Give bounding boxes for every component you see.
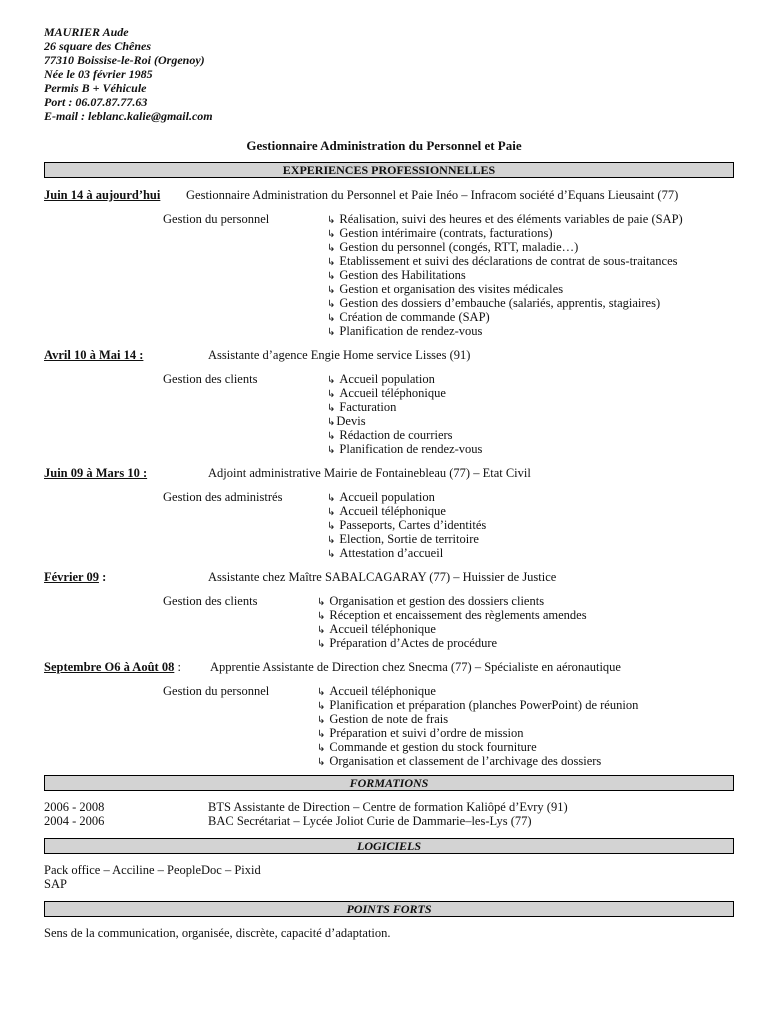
experience-2-category: Gestion des clients — [163, 372, 258, 386]
contact-license: Permis B + Véhicule — [44, 81, 147, 95]
list-item: ↳ Organisation et gestion des dossiers clients — [317, 594, 545, 608]
logiciels-line-2: SAP — [44, 877, 67, 891]
list-item: ↳ Réalisation, suivi des heures et des éléments variables de paie (SAP) — [327, 212, 683, 226]
page-title: Gestionnaire Administration du Personnel et Paie — [246, 138, 522, 153]
hooked-arrow-icon: ↳ — [327, 403, 336, 414]
hooked-arrow-icon: ↳ — [327, 493, 336, 504]
section-header-logiciels: LOGICIELS — [44, 838, 734, 854]
list-item: ↳ Passeports, Cartes d’identités — [327, 518, 487, 532]
hooked-arrow-icon: ↳ — [327, 271, 336, 282]
list-item: ↳ Rédaction de courriers — [327, 428, 453, 442]
hooked-arrow-icon: ↳ — [317, 701, 326, 712]
hooked-arrow-icon: ↳ — [327, 417, 336, 428]
hooked-arrow-icon: ↳ — [327, 257, 336, 268]
section-header-experiences: EXPERIENCES PROFESSIONNELLES — [44, 162, 734, 178]
hooked-arrow-icon: ↳ — [317, 687, 326, 698]
formation-2-years: 2004 - 2006 — [44, 814, 105, 828]
list-item: ↳ Gestion des Habilitations — [327, 268, 466, 282]
list-item: ↳ Planification de rendez-vous — [327, 442, 483, 456]
hooked-arrow-icon: ↳ — [327, 549, 336, 560]
hooked-arrow-icon: ↳ — [327, 243, 336, 254]
hooked-arrow-icon: ↳ — [327, 431, 336, 442]
hooked-arrow-icon: ↳ — [317, 757, 326, 768]
contact-name: MAURIER Aude — [44, 25, 129, 39]
contact-phone: Port : 06.07.87.77.63 — [44, 95, 148, 109]
list-item: ↳ Etablissement et suivi des déclarations de contrat de sous-traitances — [327, 254, 678, 268]
hooked-arrow-icon: ↳ — [327, 507, 336, 518]
list-item: ↳ Accueil téléphonique — [327, 504, 446, 518]
experience-4-date: Février 09 : — [44, 570, 107, 584]
list-item: ↳ Préparation et suivi d’ordre de mission — [317, 726, 524, 740]
list-item: ↳ Election, Sortie de territoire — [327, 532, 479, 546]
list-item: ↳ Attestation d’accueil — [327, 546, 444, 560]
contact-address-street: 26 square des Chênes — [44, 39, 152, 53]
hooked-arrow-icon: ↳ — [327, 375, 336, 386]
hooked-arrow-icon: ↳ — [317, 729, 326, 740]
contact-birth: Née le 03 février 1985 — [44, 67, 153, 81]
list-item: ↳ Gestion et organisation des visites médicales — [327, 282, 564, 296]
list-item: ↳ Commande et gestion du stock fourniture — [317, 740, 537, 754]
experience-4-job: Assistante chez Maître SABALCAGARAY (77) – Huissier de Justice — [208, 570, 557, 584]
list-item: ↳ Gestion du personnel (congés, RTT, maladie…) — [327, 240, 579, 254]
hooked-arrow-icon: ↳ — [317, 715, 326, 726]
list-item: ↳Devis — [327, 414, 366, 428]
experience-4-category: Gestion des clients — [163, 594, 258, 608]
section-header-formations: FORMATIONS — [44, 775, 734, 791]
hooked-arrow-icon: ↳ — [317, 597, 326, 608]
list-item: ↳ Création de commande (SAP) — [327, 310, 490, 324]
experience-5-date: Septembre O6 à Août 08 : — [44, 660, 181, 674]
list-item: ↳ Gestion des dossiers d’embauche (salariés, apprentis, stagiaires) — [327, 296, 661, 310]
list-item: ↳ Facturation — [327, 400, 397, 414]
hooked-arrow-icon: ↳ — [327, 327, 336, 338]
list-item: ↳ Accueil téléphonique — [317, 622, 436, 636]
hooked-arrow-icon: ↳ — [327, 215, 336, 226]
list-item: ↳ Accueil population — [327, 372, 435, 386]
section-header-points-forts: POINTS FORTS — [44, 901, 734, 917]
experience-1-category: Gestion du personnel — [163, 212, 270, 226]
hooked-arrow-icon: ↳ — [327, 313, 336, 324]
hooked-arrow-icon: ↳ — [327, 521, 336, 532]
experience-1-date: Juin 14 à aujourd’hui — [44, 188, 161, 202]
experience-1-job: Gestionnaire Administration du Personnel et Paie Inéo – Infracom société d’Equans Lieusaint (77) — [186, 188, 679, 202]
list-item: ↳ Préparation d’Actes de procédure — [317, 636, 498, 650]
list-item: ↳ Gestion intérimaire (contrats, facturations) — [327, 226, 553, 240]
list-item: ↳ Planification de rendez-vous — [327, 324, 483, 338]
list-item: ↳ Accueil population — [327, 490, 435, 504]
experience-3-category: Gestion des administrés — [163, 490, 283, 504]
experience-2-job: Assistante d’agence Engie Home service Lisses (91) — [208, 348, 471, 362]
hooked-arrow-icon: ↳ — [327, 299, 336, 310]
contact-address-city: 77310 Boissise-le-Roi (Orgenoy) — [44, 53, 205, 67]
contact-email: E-mail : leblanc.kalie@gmail.com — [44, 109, 213, 123]
hooked-arrow-icon: ↳ — [317, 743, 326, 754]
experience-5-category: Gestion du personnel — [163, 684, 270, 698]
contact-block — [44, 25, 213, 123]
hooked-arrow-icon: ↳ — [317, 611, 326, 622]
list-item: ↳ Accueil téléphonique — [327, 386, 446, 400]
formation-2-text: BAC Secrétariat – Lycée Joliot Curie de Dammarie–les-Lys (77) — [208, 814, 532, 828]
list-item: ↳ Planification et préparation (planches PowerPoint) de réunion — [317, 698, 639, 712]
formation-1-years: 2006 - 2008 — [44, 800, 105, 814]
hooked-arrow-icon: ↳ — [327, 535, 336, 546]
list-item: ↳ Réception et encaissement des règlements amendes — [317, 608, 587, 622]
experience-2-date: Avril 10 à Mai 14 : — [44, 348, 144, 362]
formation-1-text: BTS Assistante de Direction – Centre de formation Kaliôpé d’Evry (91) — [208, 800, 568, 814]
list-item: ↳ Accueil téléphonique — [317, 684, 436, 698]
hooked-arrow-icon: ↳ — [327, 445, 336, 456]
experience-3-date: Juin 09 à Mars 10 : — [44, 466, 148, 480]
hooked-arrow-icon: ↳ — [317, 639, 326, 650]
list-item: ↳ Organisation et classement de l’archivage des dossiers — [317, 754, 602, 768]
points-forts-text: Sens de la communication, organisée, discrète, capacité d’adaptation. — [44, 926, 391, 940]
hooked-arrow-icon: ↳ — [327, 389, 336, 400]
hooked-arrow-icon: ↳ — [327, 285, 336, 296]
logiciels-line-1: Pack office – Acciline – PeopleDoc – Pixid — [44, 863, 261, 877]
experience-5-job: Apprentie Assistante de Direction chez Snecma (77) – Spécialiste en aéronautique — [210, 660, 621, 674]
experience-3-job: Adjoint administrative Mairie de Fontainebleau (77) – Etat Civil — [208, 466, 531, 480]
hooked-arrow-icon: ↳ — [327, 229, 336, 240]
list-item: ↳ Gestion de note de frais — [317, 712, 449, 726]
hooked-arrow-icon: ↳ — [317, 625, 326, 636]
